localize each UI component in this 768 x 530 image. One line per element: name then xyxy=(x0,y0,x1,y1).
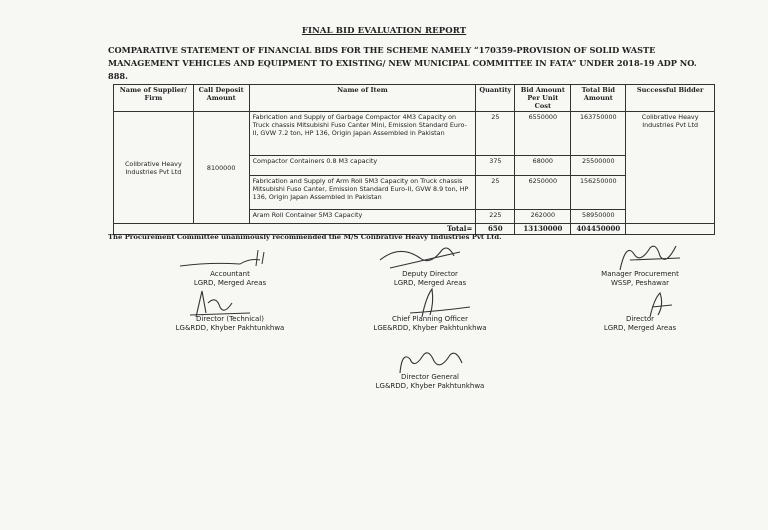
item-total: 58950000 xyxy=(571,210,626,224)
header-total: Total Bid Amount xyxy=(571,85,626,112)
signatory-office: LGRD, Merged Areas xyxy=(603,324,677,332)
signature-director-technical xyxy=(150,315,310,333)
handwritten-signature-icon xyxy=(560,285,720,319)
item-quantity: 225 xyxy=(476,210,515,224)
item-quantity: 25 xyxy=(476,176,515,210)
item-quantity: 25 xyxy=(476,112,515,156)
signatory-title: Director General xyxy=(401,373,459,381)
signatory-office: LG&RDD, Khyber Pakhtunkhwa xyxy=(375,382,485,390)
header-bidder: Successful Bidder xyxy=(626,85,715,112)
recommendation-text: The Procurement Committee unanimously recommended the M/S Colibrative Heavy Industries Pvt Ltd. xyxy=(108,233,502,241)
signature-director-merged-areas xyxy=(560,315,720,333)
item-total: 25500000 xyxy=(571,156,626,176)
handwritten-signature-icon xyxy=(350,343,510,377)
header-unit-cost: Bid Amount Per Unit Cost xyxy=(515,85,571,112)
table-header-row xyxy=(114,85,715,112)
header-item: Name of Item xyxy=(249,85,476,112)
total-empty-cell xyxy=(626,224,715,235)
total-quantity: 650 xyxy=(476,224,515,235)
signatory-office: LGRD, Merged Areas xyxy=(393,279,467,287)
signatory-office: LG&RDD, Khyber Pakhtunkhwa xyxy=(175,324,285,332)
call-deposit-amount: 8100000 xyxy=(193,112,249,224)
header-supplier: Name of Supplier/ Firm xyxy=(114,85,194,112)
table-row xyxy=(114,112,715,156)
handwritten-signature-icon xyxy=(150,240,310,274)
item-name: Fabrication and Supply of Garbage Compactor 4M3 Capacity on Truck chassis Mitsubishi Fuso Canter Mini, Emission Standard Euro-II, GVW 7.2 ton, HP 136, Origin Japan Assembled in Pakistan xyxy=(249,112,476,156)
handwritten-signature-icon xyxy=(350,285,510,319)
signatory-title: Chief Planning Officer xyxy=(392,315,468,323)
report-title: FINAL BID EVALUATION REPORT xyxy=(301,26,467,36)
total-label: Total= xyxy=(114,224,476,235)
total-unit-cost: 13130000 xyxy=(515,224,571,235)
item-quantity: 375 xyxy=(476,156,515,176)
signatory-title: Director xyxy=(625,315,655,323)
header-quantity: Quantity xyxy=(476,85,515,112)
item-name: Compactor Containers 0.8 M3 capacity xyxy=(249,156,476,176)
total-amount: 404450000 xyxy=(571,224,626,235)
item-total: 156250000 xyxy=(571,176,626,210)
signatory-title: Director (Technical) xyxy=(196,315,264,323)
signature-chief-planning-officer xyxy=(350,315,510,333)
signatory-office: LGE&RDD, Khyber Pakhtunkhwa xyxy=(373,324,487,332)
handwritten-signature-icon xyxy=(150,285,310,319)
item-unit-cost: 6250000 xyxy=(515,176,571,210)
header-call-deposit: Call Deposit Amount xyxy=(193,85,249,112)
signatory-title: Deputy Director xyxy=(402,270,458,278)
signatory-title: Manager Procurement xyxy=(601,270,679,278)
signature-director-general xyxy=(350,373,510,391)
signatory-office: WSSP, Peshawar xyxy=(610,279,670,287)
item-unit-cost: 68000 xyxy=(515,156,571,176)
report-heading: COMPARATIVE STATEMENT OF FINANCIAL BIDS FOR THE SCHEME NAMELY “170359-PROVISION OF SOLID WASTE MANAGEMENT VEHICLES AND EQUIPMENT TO EXISTING/ NEW MUNICIPAL COMMITTEE IN FATA” UNDER 2018-19 ADP NO. 888. xyxy=(108,45,697,81)
item-name: Fabrication and Supply of Arm Roll 5M3 Capacity on Truck chassis Mitsubishi Fuso Canter, Emission Standard Euro-II, GVW 8.9 ton, HP 136, Origin Japan Assembled in Pakistan xyxy=(249,176,476,210)
supplier-name: Colibrative Heavy Industries Pvt Ltd xyxy=(114,112,194,224)
item-unit-cost: 6550000 xyxy=(515,112,571,156)
bids-table xyxy=(113,84,715,235)
item-total: 163750000 xyxy=(571,112,626,156)
successful-bidder: Colibrative Heavy Industries Pvt Ltd xyxy=(626,112,715,224)
item-unit-cost: 262000 xyxy=(515,210,571,224)
handwritten-signature-icon xyxy=(560,240,720,274)
signatory-office: LGRD, Merged Areas xyxy=(193,279,267,287)
item-name: Aram Roll Container 5M3 Capacity xyxy=(249,210,476,224)
signatory-title: Accountant xyxy=(210,270,250,278)
handwritten-signature-icon xyxy=(350,240,510,274)
